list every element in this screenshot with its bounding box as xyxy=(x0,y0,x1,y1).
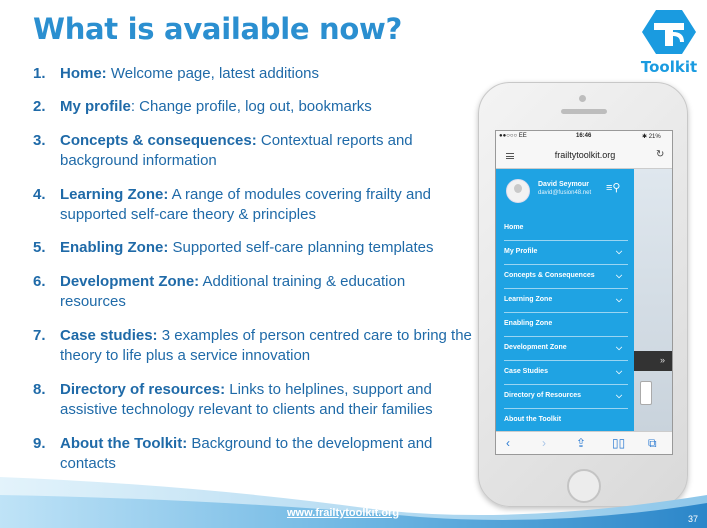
browser-url-bar[interactable] xyxy=(496,143,673,169)
reload-icon[interactable]: ↻ xyxy=(656,149,665,160)
item-number: 4. xyxy=(33,186,46,203)
item-label: Enabling Zone: xyxy=(60,239,169,256)
battery-status: ✱ 21% xyxy=(642,134,661,140)
status-bar xyxy=(496,131,673,143)
item-label: Development Zone: xyxy=(60,273,200,290)
chevron-down-icon: ⌵ xyxy=(616,343,623,352)
phone-thumbnail xyxy=(640,381,652,405)
chevron-left-icon[interactable]: ‹ xyxy=(506,436,510,450)
item-number: 7. xyxy=(33,327,46,344)
chevron-right-icon[interactable]: › xyxy=(542,436,546,450)
dark-banner xyxy=(634,351,673,371)
item-description: A range of modules covering frailty and supported self-care theory & principles xyxy=(60,186,431,223)
menu-item-case-studies[interactable] xyxy=(504,361,628,385)
url-text[interactable]: frailtytoolkit.org xyxy=(554,150,616,160)
item-label: Directory of resources: xyxy=(60,381,226,398)
chevron-down-icon: ⌵ xyxy=(616,295,623,304)
carrier-signal: ●●○○○ EE xyxy=(499,133,527,139)
item-label: About the Toolkit: xyxy=(60,435,188,452)
toolkit-logo-icon xyxy=(636,8,702,58)
item-number: 9. xyxy=(33,435,46,452)
menu-item-label: Development Zone xyxy=(504,344,567,351)
item-number: 1. xyxy=(33,65,46,82)
item-label: Concepts & consequences: xyxy=(60,132,257,149)
menu-item-label: Case Studies xyxy=(504,368,548,375)
browser-toolbar xyxy=(496,431,673,455)
status-time: 16:46 xyxy=(576,133,592,139)
item-description: Additional training & education resources xyxy=(60,273,406,310)
item-description: 3 examples of person centred care to bring the theory to life plus a service innovation xyxy=(60,327,472,364)
phone-camera xyxy=(579,95,586,102)
item-description: Supported self-care planning templates xyxy=(168,239,434,256)
item-number: 3. xyxy=(33,132,46,149)
menu-item-directory[interactable] xyxy=(504,385,628,409)
menu-item-label: Concepts & Consequences xyxy=(504,272,595,279)
item-description: Welcome page, latest additions xyxy=(106,65,320,82)
chevron-down-icon: ⌵ xyxy=(616,247,623,256)
menu-item-development-zone[interactable] xyxy=(504,337,628,361)
phone-screen xyxy=(495,130,673,455)
avatar[interactable] xyxy=(506,179,530,203)
menu-search-icon[interactable]: ≡⚲ xyxy=(606,182,621,194)
profile-name: David Seymour xyxy=(538,181,589,188)
menu-item-enabling-zone[interactable] xyxy=(504,313,628,337)
item-description: : Change profile, log out, bookmarks xyxy=(130,98,372,115)
item-description: Background to the development and contacts xyxy=(60,435,433,472)
menu-item-about[interactable] xyxy=(504,409,628,433)
page-background xyxy=(634,169,673,431)
profile-header[interactable] xyxy=(496,169,634,219)
menu-item-label: Directory of Resources xyxy=(504,392,582,399)
item-number: 2. xyxy=(33,98,46,115)
menu-item-concepts[interactable] xyxy=(504,265,628,289)
book-icon[interactable]: ▯▯ xyxy=(612,436,626,450)
slide-title: What is available now? xyxy=(33,12,402,46)
item-label: My profile xyxy=(60,98,131,115)
page-number: 37 xyxy=(688,514,699,524)
item-number: 5. xyxy=(33,239,46,256)
profile-email: david@fusion48.net xyxy=(538,190,592,196)
item-number: 6. xyxy=(33,273,46,290)
menu-item-label: About the Toolkit xyxy=(504,416,562,423)
side-menu xyxy=(496,169,634,431)
toolkit-logo xyxy=(636,8,702,80)
item-description: Links to helplines, support and assistive technology relevant to clients and their families xyxy=(60,381,433,418)
double-chevron-icon[interactable]: » xyxy=(660,355,666,365)
menu-item-label: My Profile xyxy=(504,248,538,255)
phone-mockup xyxy=(478,82,688,507)
share-icon[interactable]: ⇪ xyxy=(576,436,587,450)
chevron-down-icon: ⌵ xyxy=(616,391,623,400)
menu-item-label: Learning Zone xyxy=(504,296,553,303)
tabs-icon[interactable]: ⧉ xyxy=(648,436,657,450)
chevron-down-icon: ⌵ xyxy=(616,271,623,280)
item-label: Case studies: xyxy=(60,327,158,344)
menu-item-my-profile[interactable] xyxy=(504,241,628,265)
menu-item-learning-zone[interactable] xyxy=(504,289,628,313)
item-number: 8. xyxy=(33,381,46,398)
footer-website-link[interactable]: www.frailtytoolkit.org xyxy=(287,507,400,519)
phone-speaker xyxy=(561,109,607,114)
logo-text: Toolkit xyxy=(640,58,698,76)
item-label: Learning Zone: xyxy=(60,186,169,203)
menu-item-label: Home xyxy=(504,224,524,231)
item-label: Home: xyxy=(60,65,107,82)
menu-item-home[interactable] xyxy=(504,217,628,241)
menu-item-label: Enabling Zone xyxy=(504,320,553,327)
item-description: Contextual reports and background information xyxy=(60,132,413,169)
chevron-down-icon: ⌵ xyxy=(616,367,623,376)
